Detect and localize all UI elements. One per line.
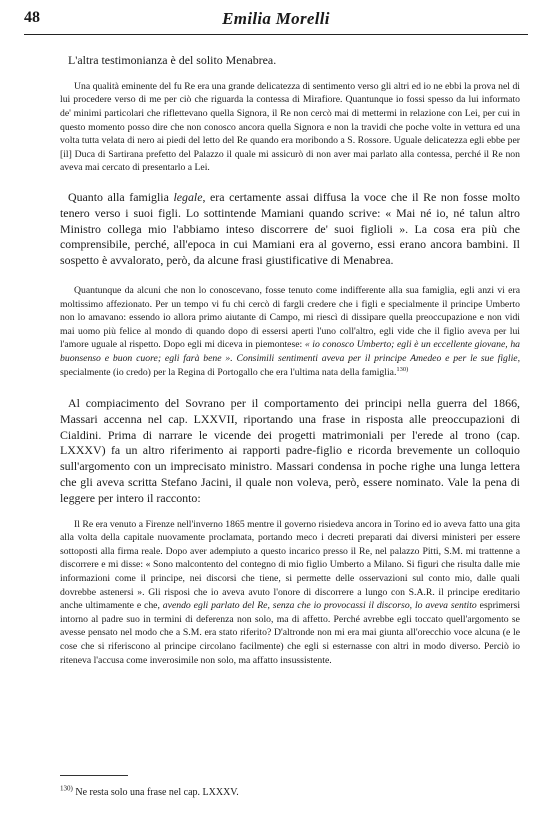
paragraph-famiglia-legale: [60, 190, 520, 269]
footnote: [60, 786, 520, 799]
body-text: [60, 53, 520, 667]
paragraph-compiacimento: Al compiacimento del Sovrano per il comportamento dei principi nella guerra del 1866, Massari accenna nel cap. LXXVII, riportando una frase in risposta alle preoccupazioni di Cialdini. Prima di narrare le vicende dei progetti matrimoniali per l'erede al trono (cap. LXXXV) fa un altro riferimento ai rapporti padre-figlio e ricorda brevemente un colloquio sull'argomento con un imprecisato ministro. Massari condensa in poche righe una lunga lettera che gli aveva scritta Stefano Jacini, il quale non voleva, però, essere nominato. Vale la pena di leggere per intero il racconto:: [60, 396, 520, 505]
footnote-mark: 130): [60, 784, 73, 793]
footnote-text: Ne resta solo una frase nel cap. LXXXV.: [72, 787, 239, 798]
paragraph-intro: L'altra testimonianza è del solito Menabrea.: [68, 53, 277, 67]
spacer: [60, 69, 520, 80]
spacer: [60, 507, 520, 518]
italic-term: legale: [173, 189, 203, 204]
quotation-text: specialmente (io credo) per la Regina di Portogallo che era l'ultima nata della famiglia.: [60, 366, 397, 378]
header-rule: [24, 34, 528, 35]
footnote-rule: [60, 775, 128, 776]
spacer: [60, 175, 520, 190]
spacer: [60, 379, 520, 396]
quotation-italic: Consimili sentimenti aveva per il principe Amedeo e per le sue figlie,: [236, 352, 520, 364]
quotation-italic: « io conosco Umberto; egli è un eccellente giovane, ha buonsenso e buon cuore; egli farà bene ».: [60, 339, 521, 364]
page-number: 48: [24, 9, 40, 26]
footnote-reference[interactable]: 130): [396, 365, 409, 373]
quotation-jacini: [60, 518, 520, 668]
quotation-text: Quantunque da alcuni che non lo conoscevano, fosse tenuto come indifferente alla sua famiglia, egli anzi vi era moltissimo affezionato. Per un tempo vi fu chi cercò di fargli credere che i figli e specialmente il principe Umberto non lo amavano: essendo io allora primo aiutante di Campo, mi riescì di dissipare quella preoccupazione e non vidi mai uomo più felice al mondo di quando dopo di essersi aperti l'uno coll'altro, egli vide che il figlio aveva per lui l'amore uguale al rispetto. Dopo egli mi diceva in piemontese:: [60, 284, 520, 351]
quotation-menabrea-2: [60, 284, 520, 379]
running-title: Emilia Morelli: [222, 9, 330, 28]
paragraph-text: , era certamente assai diffusa la voce che il Re non fosse molto tenero verso i suoi figli. Lo sottintende Mamiani quando scrive: « Mai né io, né talun altro Ministro collega mio l'abbiamo inteso discorrere de' suoi figlioli ». La cosa era più che comprensibile, perché, all'epoca in cui Mamiani era al governo, essi erano ancora bambini. Il sospetto è avvalorato, però, da alcune frasi giustificative di Menabrea.: [60, 189, 520, 268]
paragraph-text: Quanto alla famiglia: [68, 189, 174, 204]
quotation-menabrea-1: Una qualità eminente del fu Re era una grande delicatezza di sentimento verso gli altri ed io ne ebbi la prova nel di lui procedere verso di me per ciò che riguarda la contessa di Mirafiore. Quantunque io fossi spesso da lui informato de' minimi particolari che riflettevano quella Signora, il Re non cercò mai di mettermi in relazione con Lei, per cui in questo momento posso dire che non conosco ancora quella Signora e non la travidi che poche volte in vettura ed una volta tutta velata di nero ai piedi del letto del Re quando era moribondo a S. Rossore. Uguale delicatezza egli ebbe per [il] Duca di Sartirana prefetto del Palazzo il quale mi assicurò di non aver mai parlato alla contessa, perché il Re non aveva mai cercato di presentarlo a Lei.: [60, 80, 520, 174]
quotation-text: Il Re era venuto a Firenze nell'inverno 1865 mentre il governo risiedeva ancora in Torino ed io aveva fatto una gita alla volta della capitale nuovamente proclamata, portando meco i decreti preparati dai diversi ministeri per essere sottoposti alla firma reale. Dopo aver adempiuto a questo incarico presso il Re, nel palazzo Pitti, S.M. mi trattenne a discorrere e mi disse: « Sono malcontento del contegno di mio figlio Umberto a Milano. Si figuri che risulta dalle mie informazioni come il principe, nei discorsi che tiene, si permette delle osservazioni sul conto mio, dalle quali dovrebbe astenersi ». Gli risposi che io aveva avuto l'onore di discorrere a lungo con S.A.R. il principe ereditario anche ultimamente e che,: [60, 518, 520, 612]
spacer: [60, 269, 520, 284]
page-header: [24, 9, 528, 33]
quotation-italic: avendo egli parlato del Re, senza che io provocassi il discorso, lo aveva sentito: [162, 600, 477, 612]
quotation-text: esprimersi intorno al padre suo in termini di deferenza non solo, ma di affetto. Perché avrebbe egli toccato quell'argomento se avesse pensato nel modo che a S.M. era stato riferito? D'altronde non mi era mai giunta all'orecchio voce alcuna (e le cose che si riferiscono al principe circolano facilmente) che egli si esternasse con altri in modo diverso. Perciò io riteneva l'accusa come inverosimile non solo, ma affatto insussistente.: [60, 600, 521, 666]
